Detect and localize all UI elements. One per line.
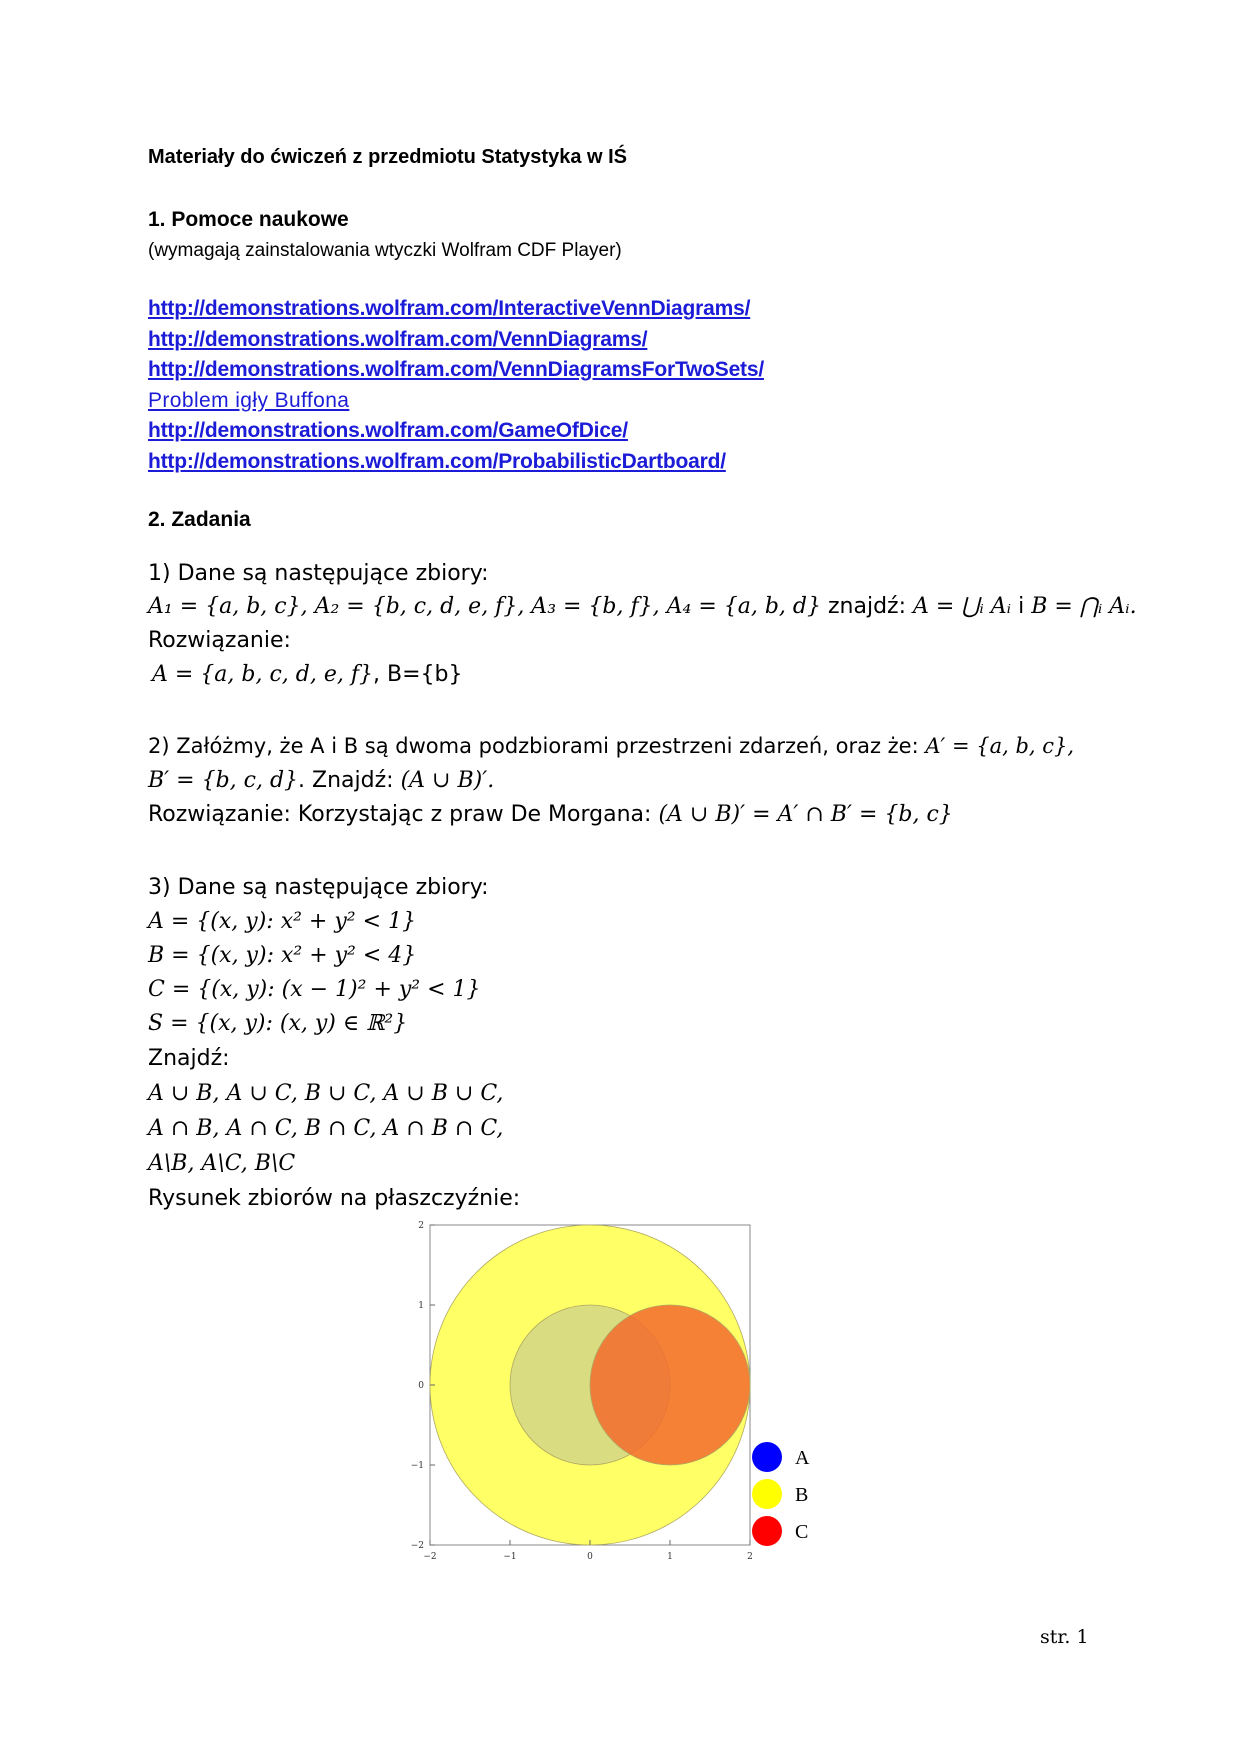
task-2-a-complement: A′ = {a, b, c}, xyxy=(925,734,1075,758)
y-tick-label: 1 xyxy=(418,1301,424,1311)
link-venn-diagrams[interactable]: http://demonstrations.wolfram.com/VennDiagrams/ xyxy=(148,327,648,351)
y-tick-label: 0 xyxy=(418,1381,424,1391)
link-venn-two-sets[interactable]: http://demonstrations.wolfram.com/VennDiagramsForTwoSets/ xyxy=(148,358,764,381)
task-3-set-c: C = {(x, y): (x − 1)² + y² < 1} xyxy=(148,977,481,1002)
task-3-find: Znajdź: xyxy=(148,1046,230,1071)
task-2-solution-expr: (A ∪ B)′ = A′ ∩ B′ = {b, c} xyxy=(658,802,953,827)
task-3-intro: 3) Dane są następujące zbiory: xyxy=(148,875,489,900)
document-title: Materiały do ćwiczeń z przedmiotu Statystyka w IŚ xyxy=(148,146,628,168)
task-2-target-expr: (A ∪ B)′. xyxy=(400,768,495,793)
section-1-note: (wymagają zainstalowania wtyczki Wolfram CDF Player) xyxy=(148,240,622,261)
task-3-set-s: S = {(x, y): (x, y) ∈ ℝ²} xyxy=(148,1011,408,1036)
y-tick-label: −1 xyxy=(410,1461,424,1471)
task-1-find-word: znajdź: xyxy=(821,594,913,619)
task-2-find-word: . Znajdź: xyxy=(298,768,401,793)
section-1-heading: 1. Pomoce naukowe xyxy=(148,208,349,231)
legend-label-b: B xyxy=(795,1484,809,1506)
link-game-of-dice[interactable]: http://demonstrations.wolfram.com/GameOfDice/ xyxy=(148,419,628,442)
circle-c xyxy=(590,1305,750,1465)
legend-swatch-c xyxy=(752,1516,782,1546)
task-3-intersections: A ∩ B, A ∩ C, B ∩ C, A ∩ B ∩ C, xyxy=(148,1116,504,1141)
x-tick-label: 0 xyxy=(587,1552,593,1562)
section-2-heading: 2. Zadania xyxy=(148,508,251,531)
venn-figure xyxy=(400,1215,840,1570)
link-probabilistic-dartboard[interactable]: http://demonstrations.wolfram.com/ProbabilisticDartboard/ xyxy=(148,449,726,473)
task-1-union-expr: A = ⋃ᵢ Aᵢ xyxy=(913,594,1012,619)
legend-label-a: A xyxy=(795,1447,810,1469)
link-buffon-needle[interactable]: Problem igły Buffona xyxy=(148,388,350,412)
y-tick-label: 2 xyxy=(418,1221,424,1231)
x-tick-label: 1 xyxy=(667,1552,673,1562)
task-1-sets xyxy=(148,594,1137,619)
x-tick-label: −1 xyxy=(503,1552,517,1562)
task-3-unions: A ∪ B, A ∪ C, B ∪ C, A ∪ B ∪ C, xyxy=(148,1081,504,1106)
task-2-statement: 2) Załóżmy, że A i B są dwoma podzbiorami przestrzeni zdarzeń, oraz że: xyxy=(148,734,926,758)
task-2-line-3 xyxy=(148,802,953,827)
legend-swatch-b xyxy=(752,1479,782,1509)
venn-plot xyxy=(400,1215,840,1565)
task-1-intersection-expr: B = ⋂ᵢ Aᵢ. xyxy=(1031,594,1137,619)
task-1-intro: 1) Dane są następujące zbiory: xyxy=(148,561,489,586)
task-2-line-2 xyxy=(148,768,494,793)
task-1-and-word: i xyxy=(1011,594,1032,619)
task-1-sets-expr: A₁ = {a, b, c}, A₂ = {b, c, d, e, f}, A₃ = {b, f}, A₄ = {a, b, d} xyxy=(148,594,821,619)
y-tick-label: −2 xyxy=(410,1541,424,1551)
legend-label-c: C xyxy=(795,1521,809,1543)
task-2-solution-text: Rozwiązanie: Korzystając z praw De Morgana: xyxy=(148,802,659,827)
task-3-differences: A\B, A\C, B\C xyxy=(148,1151,296,1176)
legend-swatch-a xyxy=(752,1442,782,1472)
x-tick-label: 2 xyxy=(747,1552,753,1562)
task-3-set-b: B = {(x, y): x² + y² < 4} xyxy=(148,943,417,968)
task-1-solution-b: , B={b} xyxy=(373,662,463,687)
task-3-figure-caption: Rysunek zbiorów na płaszczyźnie: xyxy=(148,1186,521,1211)
task-1-solution-a: A = {a, b, c, d, e, f} xyxy=(152,662,373,687)
task-1-solution-label: Rozwiązanie: xyxy=(148,628,291,653)
task-3-set-a: A = {(x, y): x² + y² < 1} xyxy=(148,909,417,934)
link-list xyxy=(148,294,764,477)
link-interactive-venn[interactable]: http://demonstrations.wolfram.com/InteractiveVennDiagrams/ xyxy=(148,297,751,320)
task-2-line-1 xyxy=(148,734,1074,758)
page-number: str. 1 xyxy=(1040,1626,1089,1648)
task-1-solution xyxy=(152,662,462,687)
task-2-b-complement: B′ = {b, c, d} xyxy=(148,768,299,793)
x-tick-label: −2 xyxy=(423,1552,437,1562)
